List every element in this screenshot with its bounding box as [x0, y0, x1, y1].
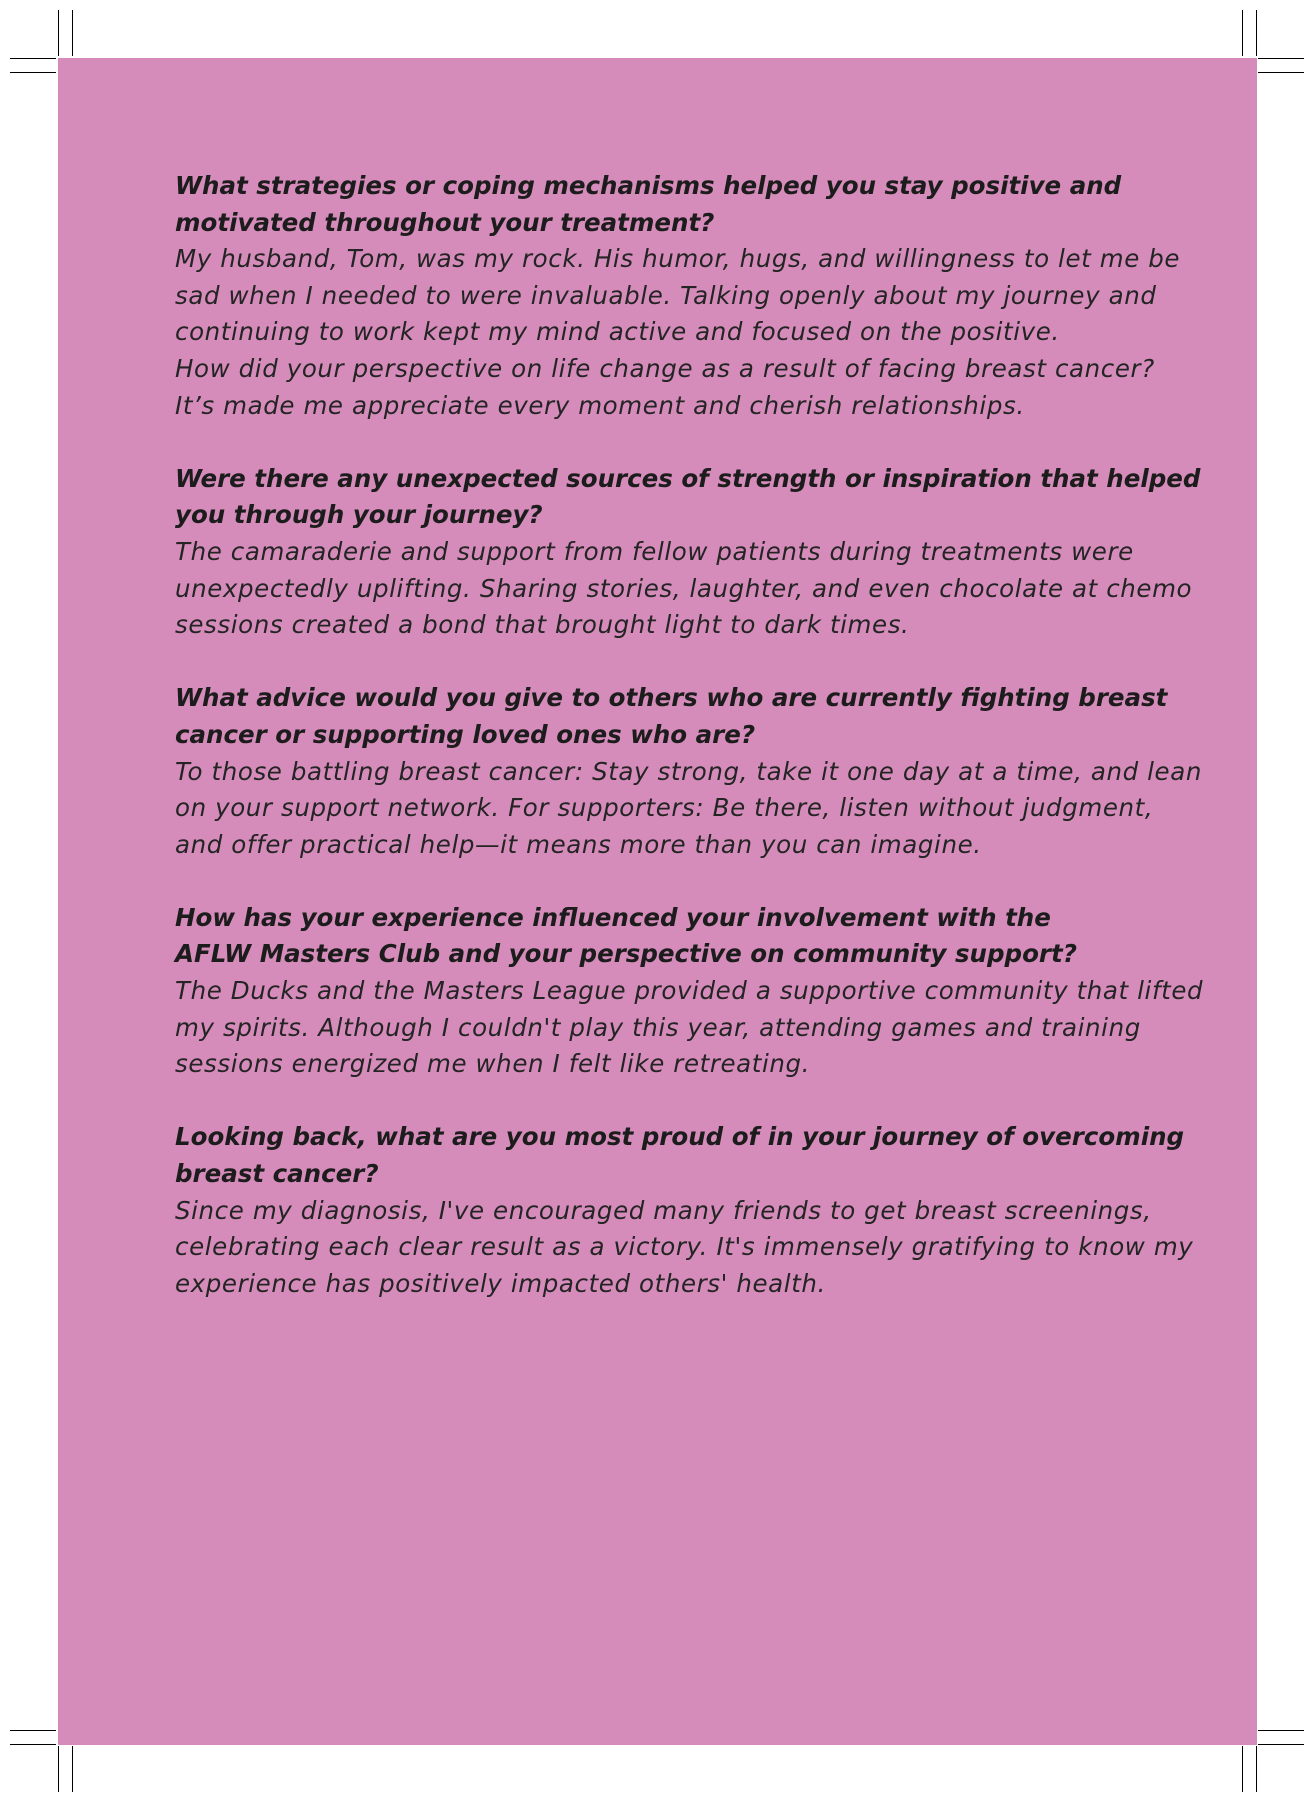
question-line: Looking back, what are you most proud of in your journey of overcoming [175, 1122, 1185, 1152]
answer-line: The Ducks and the Masters League provided a supportive community that lifted [175, 976, 1204, 1006]
question-line: cancer or supporting loved ones who are? [175, 719, 756, 749]
answer-line: sad when I needed to were invaluable. Talking openly about my journey and [175, 280, 1157, 310]
answer-line: continuing to work kept my mind active and focused on the positive. [175, 317, 1060, 347]
qa-section-strength [175, 461, 1201, 644]
crop-mark-bottom-right-horizontal-1 [1258, 1730, 1304, 1731]
question-line: Were there any unexpected sources of strength or inspiration that helped [175, 463, 1201, 493]
answer-line: sessions energized me when I felt like retreating. [175, 1049, 811, 1079]
question-line: What strategies or coping mechanisms helped you stay positive and [175, 171, 1122, 200]
crop-mark-top-right-vertical-1 [1242, 10, 1243, 56]
interview-content [175, 168, 1204, 1339]
qa-section-community [175, 900, 1204, 1083]
question-line: motivated throughout your treatment? [175, 207, 715, 237]
answer-line: experience has positively impacted others' health. [175, 1268, 826, 1298]
question-line: What advice would you give to others who are currently fighting breast [175, 683, 1168, 713]
crop-mark-bottom-left-vertical-2 [72, 1746, 73, 1792]
question-line: AFLW Masters Club and your perspective on community support? [175, 939, 1077, 969]
crop-mark-bottom-right-vertical-1 [1242, 1746, 1243, 1792]
answer-line: on your support network. For supporters: Be there, listen without judgment, [175, 793, 1154, 823]
crop-mark-top-left-horizontal-1 [10, 58, 56, 59]
crop-mark-bottom-right-vertical-2 [1256, 1746, 1257, 1792]
answer-line: unexpectedly uplifting. Sharing stories, laughter, and even chocolate at chemo [175, 573, 1193, 603]
answer-line: How did your perspective on life change as a result of facing breast cancer? [175, 353, 1155, 383]
crop-mark-bottom-left-vertical-1 [58, 1746, 59, 1792]
question-line: breast cancer? [175, 1159, 379, 1189]
crop-mark-top-right-horizontal-2 [1258, 72, 1304, 73]
crop-mark-top-right-horizontal-1 [1258, 58, 1304, 59]
answer-line: My husband, Tom, was my rock. His humor, hugs, and willingness to let me be [175, 244, 1181, 274]
crop-mark-bottom-right-horizontal-2 [1258, 1744, 1304, 1745]
answer-line: my spirits. Although I couldn't play this year, attending games and training [175, 1012, 1141, 1042]
crop-mark-top-left-horizontal-2 [10, 72, 56, 73]
qa-section-proud [175, 1119, 1194, 1302]
answer-line: It’s made me appreciate every moment and cherish relationships. [175, 390, 1025, 420]
qa-section-advice [175, 680, 1202, 863]
qa-section-coping [175, 168, 1181, 424]
crop-mark-top-right-vertical-2 [1256, 10, 1257, 56]
crop-mark-bottom-left-horizontal-2 [10, 1744, 56, 1745]
crop-mark-top-left-vertical-1 [58, 10, 59, 56]
answer-line: Since my diagnosis, I've encouraged many friends to get breast screenings, [175, 1195, 1152, 1225]
question-line: you through your journey? [175, 500, 543, 530]
answer-line: To those battling breast cancer: Stay strong, take it one day at a time, and lean [175, 756, 1202, 786]
question-line: How has your experience influenced your involvement with the [175, 902, 1051, 932]
pink-page-panel [58, 58, 1257, 1745]
answer-line: sessions created a bond that brought light to dark times. [175, 610, 910, 640]
answer-line: The camaraderie and support from fellow patients during treatments were [175, 536, 1134, 566]
answer-line: celebrating each clear result as a victory. It's immensely gratifying to know my [175, 1232, 1194, 1262]
crop-mark-top-left-vertical-2 [72, 10, 73, 56]
answer-line: and offer practical help—it means more than you can imagine. [175, 829, 982, 859]
crop-mark-bottom-left-horizontal-1 [10, 1730, 56, 1731]
